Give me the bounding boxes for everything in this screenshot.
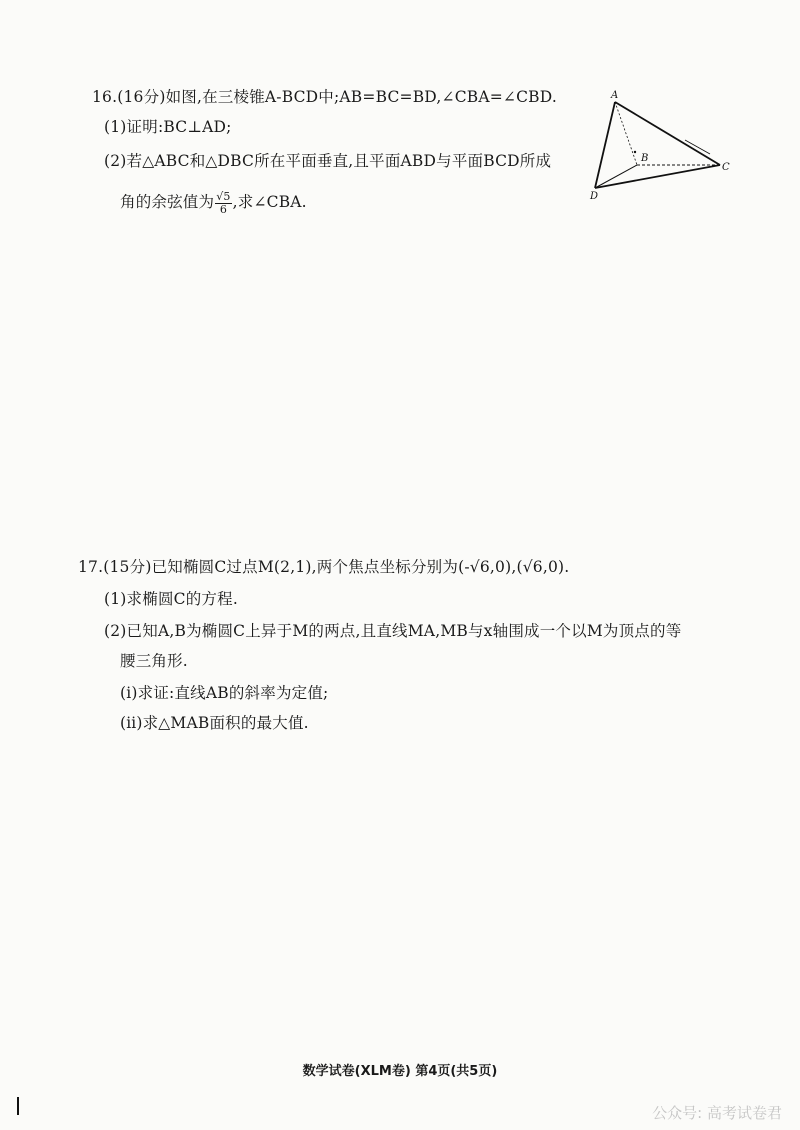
label-d: D bbox=[590, 191, 599, 202]
q17-heading: 17.(15分)已知椭圆C过点M(2,1),两个焦点坐标分别为(-√6,0),(√6,0). bbox=[78, 558, 570, 576]
q16-part2-line1: (2)若△ABC和△DBC所在平面垂直,且平面ABD与平面BCD所成 bbox=[104, 152, 552, 170]
q16-part2-text-after: ,求∠CBA. bbox=[232, 193, 307, 211]
fraction-numerator: √5 bbox=[216, 189, 231, 203]
q16-part2-text-before: 角的余弦值为 bbox=[120, 193, 215, 211]
edge-ab bbox=[615, 102, 637, 165]
q17-part2-line2: 腰三角形. bbox=[120, 652, 188, 670]
q17-sub-i: (ⅰ)求证:直线AB的斜率为定值; bbox=[120, 684, 329, 702]
label-c: C bbox=[722, 162, 730, 173]
scan-edge-mark bbox=[17, 1097, 19, 1115]
fraction-denominator: 6 bbox=[219, 202, 228, 216]
label-a: A bbox=[611, 90, 619, 101]
q16-heading: 16.(16分)如图,在三棱锥A-BCD中;AB=BC=BD,∠CBA=∠CBD. bbox=[92, 88, 557, 106]
q17-sub-ii: (ⅱ)求△MAB面积的最大值. bbox=[120, 714, 309, 732]
edge-ad bbox=[595, 102, 615, 188]
cosine-fraction bbox=[215, 191, 231, 216]
edge-dc bbox=[595, 165, 720, 188]
q17-part2-line1: (2)已知A,B为椭圆C上异于M的两点,且直线MA,MB与x轴围成一个以M为顶点的等 bbox=[104, 622, 682, 640]
tetrahedron-figure bbox=[585, 82, 745, 207]
label-b: B bbox=[641, 153, 649, 164]
q17-part1: (1)求椭圆C的方程. bbox=[104, 590, 238, 608]
edge-ac bbox=[615, 102, 720, 165]
page-footer: 数学试卷(XLM卷) 第4页(共5页) bbox=[302, 1064, 498, 1079]
watermark: 公众号: 高考试卷君 bbox=[652, 1104, 782, 1122]
q16-part2-line2 bbox=[120, 186, 307, 218]
vertex-dot bbox=[634, 151, 636, 153]
q16-part1: (1)证明:BC⊥AD; bbox=[104, 118, 232, 136]
